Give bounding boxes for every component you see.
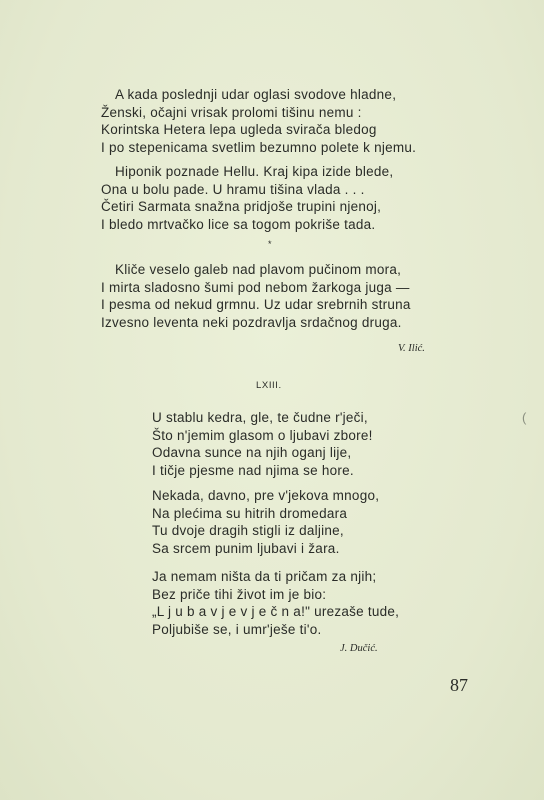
poem-line: Poljubiše se, i umr'ješe ti'o. bbox=[152, 621, 322, 637]
poem-line: I mirta sladosno šumi pod nebom žarkoga juga — bbox=[101, 279, 410, 295]
poem-stanza bbox=[101, 163, 393, 233]
poem-line: I tičje pjesme nad njima se hore. bbox=[152, 462, 354, 478]
section-separator: * bbox=[268, 239, 272, 249]
poem-line: I po stepenicama svetlim bezumno polete k njemu. bbox=[101, 139, 417, 155]
poem-line: U stablu kedra, gle, te čudne r'ječi, bbox=[152, 410, 368, 425]
poem-line: Bez priče tihi život im je bio: bbox=[152, 586, 327, 602]
margin-mark: ( bbox=[522, 410, 527, 425]
poem-line: Izvesno leventa neki pozdravlja srdačnog druga. bbox=[101, 314, 402, 330]
poem-line: Korintska Hetera lepa ugleda svirača bledog bbox=[101, 122, 377, 138]
poem-line: Nekada, davno, pre v'jekova mnogo, bbox=[152, 488, 380, 503]
poem-stanza bbox=[101, 86, 416, 156]
poem-line: Četiri Sarmata snažna pridjoše trupini njenoj, bbox=[101, 199, 382, 215]
poem-stanza bbox=[152, 568, 399, 638]
page-number: 87 bbox=[450, 675, 468, 695]
author-signature: J. Dučić. bbox=[340, 643, 378, 654]
poem-line: A kada poslednji udar oglasi svodove hladne, bbox=[115, 87, 397, 102]
poem-line: Ja nemam ništa da ti pričam za njih; bbox=[152, 569, 377, 584]
poem-line: Što n'jemim glasom o ljubavi zbore! bbox=[152, 427, 373, 443]
poem-number-heading: LXIII. bbox=[256, 380, 282, 391]
poem-line: Kliče veselo galeb nad plavom pučinom mora, bbox=[115, 262, 402, 277]
poem-line: Hiponik poznade Hellu. Kraj kipa izide blede, bbox=[115, 164, 394, 179]
author-signature: V. Ilić. bbox=[398, 343, 425, 354]
poem-stanza bbox=[152, 487, 379, 557]
poem-line: Odavna sunce na njih oganj lije, bbox=[152, 445, 352, 461]
poem-line: I bledo mrtvačko lice sa togom pokriše tada. bbox=[101, 216, 376, 232]
poem-line: Ženski, očajni vrisak prolomi tišinu nemu : bbox=[101, 104, 362, 120]
poem-line: Tu dvoje dragih stigli iz daljine, bbox=[152, 523, 344, 539]
poem-line: Na plećima su hitrih dromedara bbox=[152, 505, 348, 521]
poem-stanza bbox=[101, 261, 411, 331]
poem-line: Sa srcem punim ljubavi i žara. bbox=[152, 540, 340, 556]
poem-line: I pesma od nekud grmnu. Uz udar srebrnih struna bbox=[101, 297, 411, 313]
poem-stanza bbox=[152, 409, 373, 479]
poem-line: „L j u b a v j e v j e č n a!" urezaše tude, bbox=[152, 604, 400, 620]
poem-line: Ona u bolu pade. U hramu tišina vlada . . . bbox=[101, 181, 365, 197]
